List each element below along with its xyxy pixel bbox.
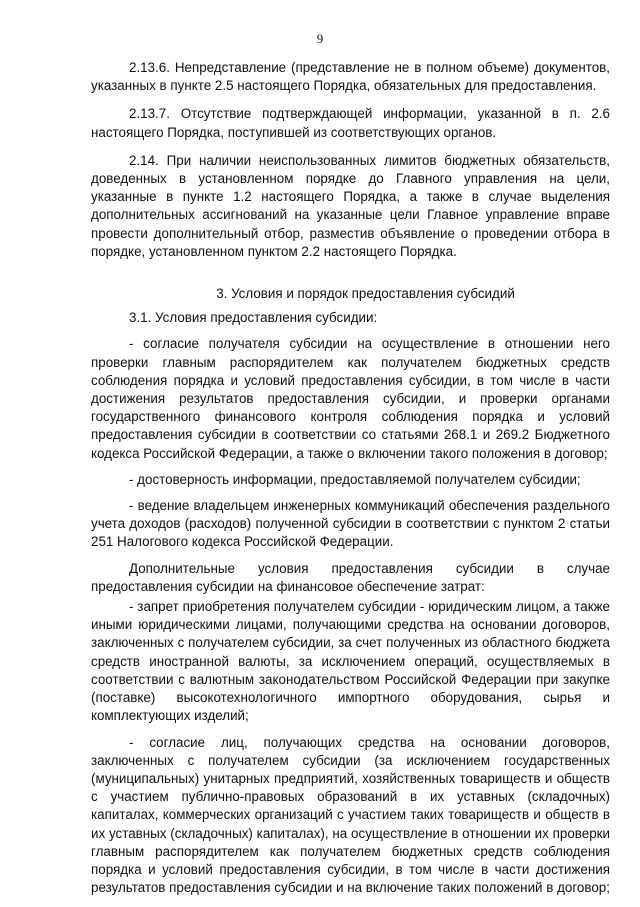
additional-conditions-intro: Дополнительные условия предоставления субсидии в случае предоставления субсидии на финансовое обеспечение затрат: — [91, 560, 610, 594]
paragraph-3-1: 3.1. Условия предоставления субсидии: — [129, 310, 378, 326]
condition-currency-prohibition: - запрет приобретения получателем субсидии - юридическим лицом, а также иными юридическими лицами, получающими средства на основании договоров, заключенных с получателем субсидии, за счет полученных из областного бюджета средств иностранной валюты, за исключением операций, осуществляемых в соответствии с валютным законодательством Российской Федерации при закупке (поставке) высокотехнологичного импортного оборудования, сырья и комплектующих изделий; — [91, 599, 610, 724]
document-body — [91, 59, 610, 907]
condition-information-reliability: - достоверность информации, предоставляемой получателем субсидии; — [129, 471, 581, 487]
paragraph-2-13-7: 2.13.7. Отсутствие подтверждающей информации, указанной в п. 2.6 настоящего Порядка, поступившей из соответствующих органов. — [91, 106, 610, 140]
condition-contractors-consent: - согласие лиц, получающих средства на основании договоров, заключенных с получателем субсидии (за исключением государственных (муниципальных) унитарных предприятий, хозяйственных товариществ и обществ с участием публично-правовых образований в их уставных (складочных) капиталах, коммерческих организаций с участием таких товариществ и обществ в их уставных (складочных) капиталах), на осуществление в отношении их проверки главным распорядителем как получателем бюджетных средств соблюдения порядка и условий предоставления субсидии, в том числе в части достижения результатов предоставления субсидии и на включение таких положений в договор; — [91, 734, 610, 896]
condition-separate-accounting: - ведение владельцем инженерных коммуникаций обеспечения раздельного учета доходов (расходов) полученной субсидии в соответствии с пунктом 2 статьи 251 Налогового кодекса Российской Федерации. — [91, 498, 610, 550]
page-number: 9 — [316, 31, 324, 46]
condition-consent-inspection: - согласие получателя субсидии на осуществление в отношении него проверки главным распорядителем как получателем бюджетных средств соблюдения порядка и условий предоставления субсидии, в том числе в части достижения результатов предоставления субсидии, и проверки органами государственного финансового контроля соблюдения порядка и условий предоставления субсидии в соответствии со статьями 268.1 и 269.2 Бюджетного кодекса Российской Федерации, а также о включении такого положения в договор; — [91, 336, 610, 461]
paragraph-2-14: 2.14. При наличии неиспользованных лимитов бюджетных обязательств, доведенных в установленном порядке до Главного управления на цели, указанные в пункте 1.2 настоящего Порядка, а также в случае выделения дополнительных ассигнований на указанные цели Главное управление вправе провести дополнительный отбор, разместив объявление о проведении отбора в порядке, установленном пунктом 2.2 настоящего Порядка. — [91, 152, 610, 259]
paragraph-2-13-6: 2.13.6. Непредставление (представление не в полном объеме) документов, указанных в пункте 2.5 настоящего Порядка, обязательных для предоставления. — [91, 60, 610, 94]
section-heading: 3. Условия и порядок предоставления субсидий — [216, 286, 515, 302]
